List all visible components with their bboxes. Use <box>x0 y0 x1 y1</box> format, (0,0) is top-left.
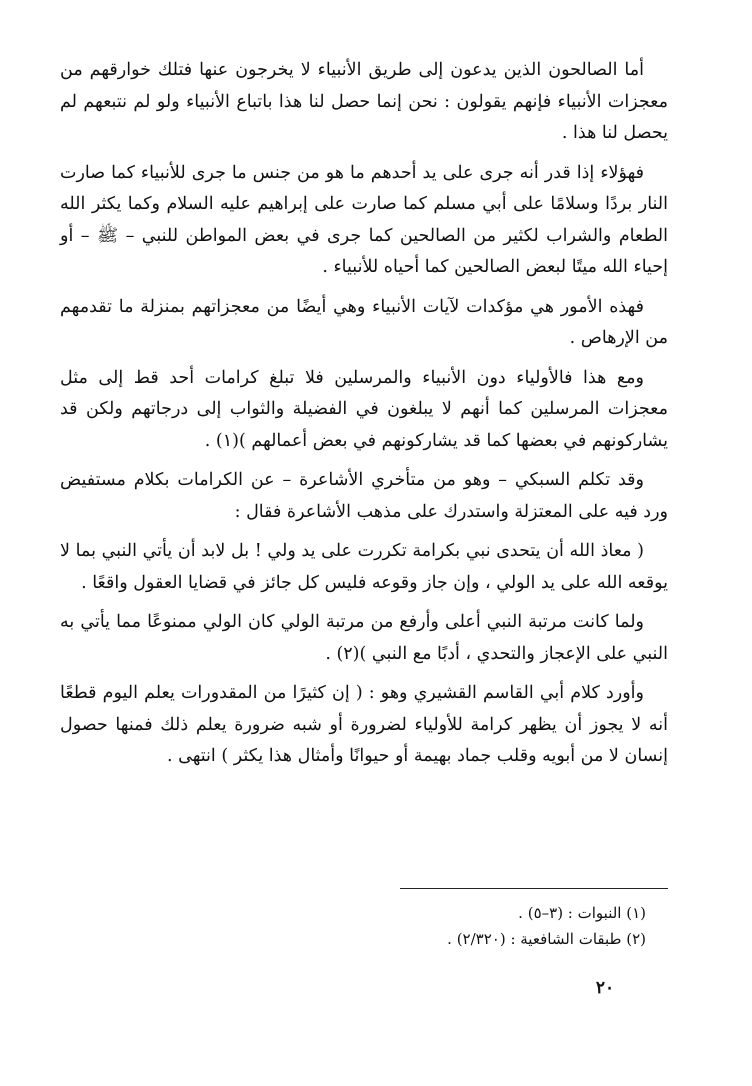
paragraph-1: أما الصالحون الذين يدعون إلى طريق الأنبياء لا يخرجون عنها فتلك خوارقهم من معجزات الأنبياء فإنهم يقولون : نحن إنما حصل لنا هذا باتباع الأنبياء ولو لم نتبعهم لم يحصل لنا هذا . <box>60 60 668 143</box>
paragraph-3: فهذه الأمور هي مؤكدات لآيات الأنبياء وهي أيضًا من معجزاتهم بمنزلة ما تقدمهم من الإرهاص . <box>60 296 668 348</box>
footnote-divider <box>400 888 668 889</box>
body-text <box>60 55 668 781</box>
paragraph-5: وقد تكلم السبكي – وهو من متأخري الأشاعرة – عن الكرامات بكلام مستفيض ورد فيه على المعتزلة واستدرك على مذهب الأشاعرة فقال : <box>60 470 668 522</box>
paragraph-7: ولما كانت مرتبة النبي أعلى وأرفع من مرتبة الولي كان الولي ممنوعًا مما يأتي به النبي على الإعجاز والتحدي ، أدبًا مع النبي )(٢) . <box>60 612 668 664</box>
page-number: ٢٠ <box>595 978 615 998</box>
paragraph-2: فهؤلاء إذا قدر أنه جرى على يد أحدهم ما هو من جنس ما جرى للأنبياء كما صارت النار بردًا وسلامًا على أبي مسلم كما صارت على إبراهيم عليه السلام وكما يكثر الله الطعام والشراب لكثير من الصالحين كما جرى في بعض المواطن للنبي – ﷺ – أو إحياء الله ميتًا لبعض الصالحين كما أحياه للأنبياء . <box>60 162 668 277</box>
footnote-2: (٢) طبقات الشافعية : (٢/٣٢٠) . <box>447 930 646 948</box>
paragraph-4: ومع هذا فالأولياء دون الأنبياء والمرسلين فلا تبلغ كرامات أحد قط إلى مثل معجزات المرسلين كما أنهم لا يبلغون في الفضيلة والثواب إلى درجاتهم ولكن قد يشاركونهم في بعضها كما قد يشاركونهم في بعض أعمالهم )(١) . <box>60 367 668 451</box>
paragraph-6: ( معاذ الله أن يتحدى نبي بكرامة تكررت على يد ولي ! بل لابد أن يأتي النبي بما لا يوقعه الله على يد الولي ، وإن جاز وقوعه فليس كل جائز في قضايا العقول واقعًا . <box>60 541 668 593</box>
paragraph-8: وأورد كلام أبي القاسم القشيري وهو : ( إن كثيرًا من المقدورات يعلم اليوم قطعًا أنه لا يجوز أن يظهر كرامة للأولياء لضرورة أو شبه ضرورة يعلم ذلك فمنها حصول إنسان لا من أبويه وقلب جماد بهيمة أو حيوانًا وأمثال هذا يكثر ) انتهى . <box>60 683 668 766</box>
footnotes <box>60 900 646 952</box>
footnote-1: (١) النبوات : (٣–٥) . <box>518 904 646 922</box>
